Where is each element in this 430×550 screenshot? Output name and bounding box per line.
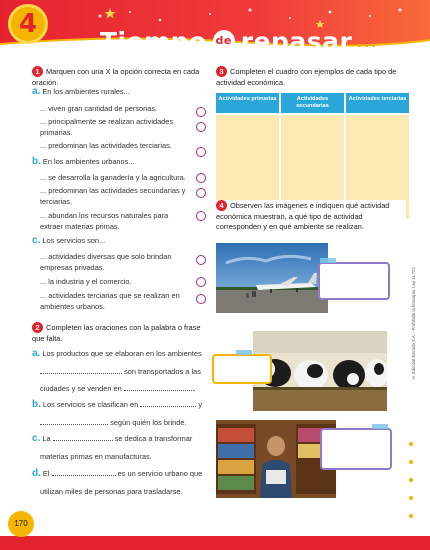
section3-number: 3 <box>216 66 227 77</box>
unit-number-badge: 4 <box>8 4 48 44</box>
option-b1-circle[interactable] <box>196 173 206 183</box>
fill-item-d-line1 <box>32 469 212 480</box>
fill-item-c-letter: c. <box>32 433 41 444</box>
fill-item-d-part1: El <box>42 469 50 478</box>
page-title <box>100 26 378 56</box>
fill-item-b-part2: y <box>198 400 203 409</box>
fill-item-c-part2: se dedica a transformar <box>114 434 193 443</box>
blank-b1[interactable] <box>140 400 196 407</box>
footer-band <box>0 536 430 550</box>
group-b-stem-text: En los ambientes urbanos... <box>42 157 135 166</box>
fill-item-d-part2: es un servicio urbano que <box>117 469 203 478</box>
answer-box-bookstore[interactable] <box>320 428 392 470</box>
group-a-stem-text: En los ambientes rurales... <box>42 87 130 96</box>
group-c-stem-text: Los servicios son... <box>42 236 106 245</box>
section2-instruction <box>32 322 212 344</box>
fill-item-d-letter: d. <box>32 468 41 479</box>
option-c3: ... actividades terciarias que se realizan en ambientes urbanos. <box>40 291 180 311</box>
fill-item-a-part1: Los productos que se elaboran en los ambientes <box>42 349 202 358</box>
option-b2: ... predominan las actividades secundarias y terciarias. <box>40 186 186 206</box>
airport-photo <box>216 243 328 313</box>
fill-item-c-line2: materias primas en manufacturas. <box>40 452 152 461</box>
blank-c1[interactable] <box>53 434 113 441</box>
header-band <box>0 0 430 60</box>
option-c1-circle[interactable] <box>196 255 206 265</box>
fill-item-a-part2: son transportados a las <box>124 367 201 376</box>
fill-item-c-part1: La <box>42 434 51 443</box>
dairy-cows-photo <box>253 331 387 411</box>
section3-instruction-text: Completen el cuadro con ejemplos de cada tipo de actividad económica. <box>216 67 397 87</box>
section4-instruction <box>216 200 406 233</box>
section1-instruction <box>32 66 212 88</box>
option-c2-circle[interactable] <box>196 277 206 287</box>
title-dots: ... <box>356 31 378 51</box>
table-header-secundarias: Actividades secundarias <box>281 93 344 113</box>
section1-instruction-text: Marquen con una X la opción correcta en cada oración. <box>32 67 200 87</box>
fill-item-a-letter: a. <box>32 348 41 359</box>
section2-instruction-text: Completen las oraciones con la palabra o frase que falta. <box>32 323 201 343</box>
fill-item-b-part1: Los servicios se clasifican en <box>42 400 139 409</box>
option-a2-circle[interactable] <box>196 122 206 132</box>
blank-a2[interactable] <box>124 384 194 391</box>
fill-item-b-letter: b. <box>32 399 41 410</box>
blank-b2[interactable] <box>40 418 108 425</box>
group-c-letter: c. <box>32 235 41 246</box>
dots-decoration-icon <box>408 440 414 530</box>
option-a3: ... predominan las actividades terciarias. <box>40 141 172 150</box>
fill-item-a-part3: ciudades y se venden en <box>40 384 122 393</box>
fill-item-d-line2: utilizan miles de personas para trasladarse. <box>40 487 183 496</box>
option-b3: ... abundan los recursos naturales para extraer materias primas. <box>40 211 169 231</box>
tape-decoration <box>372 424 388 429</box>
option-b2-circle[interactable] <box>196 188 206 198</box>
title-connector: de <box>213 30 235 52</box>
fill-item-a-part4: . <box>193 384 196 393</box>
title-part2: repasar <box>240 26 353 56</box>
tape-decoration <box>320 258 336 263</box>
group-a-stem <box>32 87 202 98</box>
section4-instruction-text: Observen las imágenes e indiquen qué actividad económica muestran, a qué tipo de actividad corresponden y en qué ambiente se realizan. <box>216 201 390 231</box>
option-b1: ... se desarrolla la ganadería y la agricultura. <box>40 173 186 182</box>
fill-item-b-line2 <box>40 418 212 429</box>
bookstore-photo <box>216 420 336 498</box>
table-header-primarias: Actividades primarias <box>216 93 279 113</box>
group-c-stem <box>32 236 202 247</box>
fill-item-c-line1 <box>32 434 212 445</box>
group-b-letter: b. <box>32 156 41 167</box>
option-a2: ... principalmente se realizan actividades primarias. <box>40 117 174 137</box>
fill-item-b-part3: según quién los brinde. <box>110 418 187 427</box>
option-a1-circle[interactable] <box>196 107 206 117</box>
fill-item-a-line1 <box>32 349 207 360</box>
fill-item-a-line2 <box>40 367 212 378</box>
group-a-letter: a. <box>32 86 41 97</box>
blank-a1[interactable] <box>40 367 122 374</box>
section4-number: 4 <box>216 200 227 211</box>
cows-icon <box>253 331 387 411</box>
bookstore-icon <box>216 420 336 498</box>
option-b3-circle[interactable] <box>196 211 206 221</box>
title-part1: Tiempo <box>100 26 207 56</box>
option-c1: ... actividades diversas que solo brindan empresas privadas. <box>40 252 172 272</box>
fill-item-b-line1 <box>32 400 212 411</box>
group-b-stem <box>32 157 202 168</box>
fill-item-a-line3 <box>40 384 212 395</box>
table-header-terciarias: Actividades terciarias <box>346 93 409 113</box>
option-c2: ... la industria y el comercio. <box>40 277 132 286</box>
section1-number: 1 <box>32 66 43 77</box>
section2-number: 2 <box>32 322 43 333</box>
section3-instruction <box>216 66 406 88</box>
tape-decoration <box>236 350 252 355</box>
copyright-side-text: © Editorial Estrada S.A. - Prohibida la fotocopia. Ley 11.723 <box>411 267 416 380</box>
blank-d1[interactable] <box>52 469 116 476</box>
airplane-icon <box>216 243 328 313</box>
answer-box-airport[interactable] <box>318 262 390 300</box>
answer-box-cows[interactable] <box>212 354 272 384</box>
option-c3-circle[interactable] <box>196 294 206 304</box>
option-a3-circle[interactable] <box>196 147 206 157</box>
option-a1: ... viven gran cantidad de personas. <box>40 104 158 113</box>
page-number: 170 <box>8 511 34 537</box>
